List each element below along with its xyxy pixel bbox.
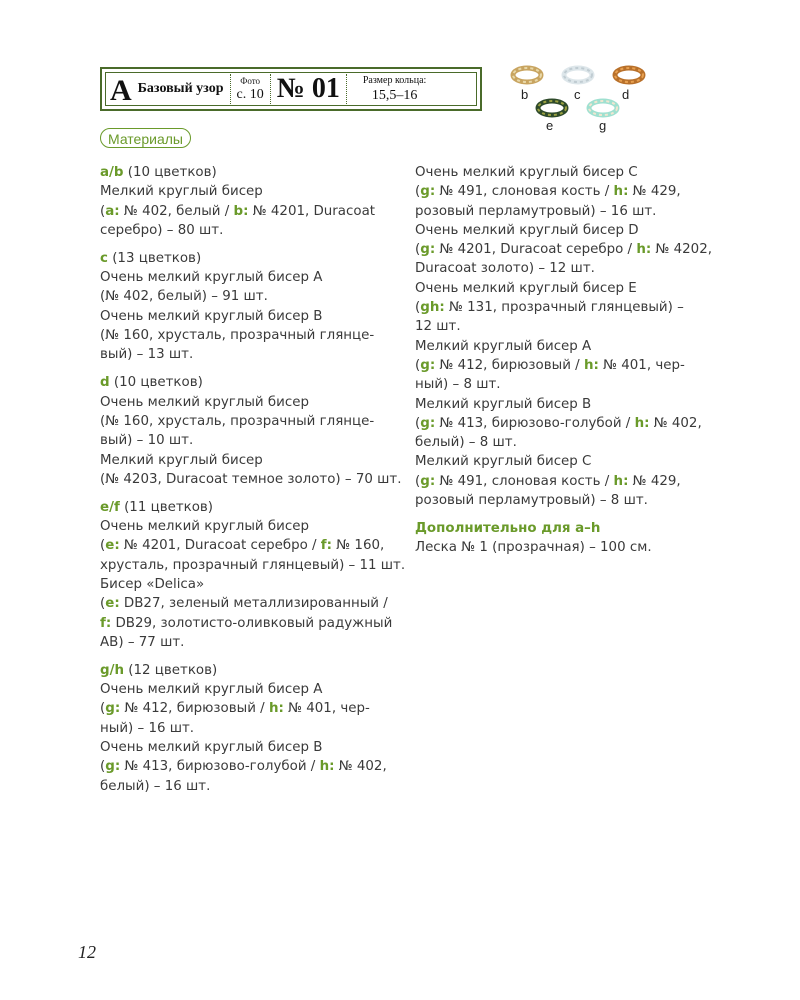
material-line: Мелкий круглый бисер C — [415, 454, 592, 470]
material-line: Очень мелкий круглый бисер D — [415, 222, 639, 238]
header-divider — [230, 74, 231, 104]
material-line: AB) – 77 шт. — [100, 634, 185, 650]
ring-photo-c — [561, 64, 595, 86]
material-group-ab — [100, 163, 400, 240]
material-line: Очень мелкий круглый бисер A — [100, 682, 323, 698]
material-line: (g: № 491, слоновая кость / h: № 429, — [415, 473, 681, 489]
material-line: ный) – 8 шт. — [415, 377, 501, 393]
material-line: Очень мелкий круглый бисер — [100, 519, 309, 535]
material-line: (№ 160, хрусталь, прозрачный глянце- — [100, 413, 375, 429]
material-line: ный) – 16 шт. — [100, 720, 195, 736]
material-group-ef — [100, 498, 406, 652]
pattern-header — [100, 67, 482, 111]
material-group-gh — [100, 661, 400, 796]
material-line: Очень мелкий круглый бисер E — [415, 280, 637, 296]
material-line: белый) – 8 шт. — [415, 435, 517, 451]
material-line: (gh: № 131, прозрачный глянцевый) – — [415, 300, 684, 316]
header-divider — [270, 74, 271, 104]
material-line: Очень мелкий круглый бисер B — [100, 308, 323, 324]
material-group-extra — [415, 519, 715, 558]
ring-photo-e — [535, 97, 569, 119]
materials-right-column — [415, 163, 715, 566]
variant-label-g: g — [599, 118, 607, 133]
material-line: вый) – 10 шт. — [100, 433, 194, 449]
material-line: (g: № 412, бирюзовый / h: № 401, чер- — [415, 357, 685, 373]
pattern-letter: A — [110, 74, 132, 107]
material-line: вый) – 13 шт. — [100, 347, 194, 363]
material-line: (e: DB27, зеленый металлизированный / — [100, 596, 388, 612]
ring-size-label: Размер кольца: — [362, 74, 427, 86]
material-line: белый) – 16 шт. — [100, 778, 211, 794]
group-title-ef: e/f (11 цветков) — [100, 499, 214, 515]
material-line: f: DB29, золотисто-оливковый радужный — [100, 615, 393, 631]
material-line: розовый перламутровый) – 8 шт. — [415, 493, 648, 509]
material-group-c — [100, 249, 400, 365]
material-line: Очень мелкий круглый бисер B — [100, 740, 323, 756]
extra-materials-title: Дополнительно для a–h — [415, 521, 601, 537]
group-title-c: c (13 цветков) — [100, 250, 202, 266]
material-line: Duracoat золото) – 12 шт. — [415, 261, 595, 277]
material-line: (g: № 491, слоновая кость / h: № 429, — [415, 184, 681, 200]
variant-label-d: d — [622, 87, 630, 102]
photo-reference — [237, 77, 264, 102]
ring-size-value: 15,5–16 — [371, 87, 418, 103]
ring-photo-g — [586, 97, 620, 119]
material-line: Мелкий круглый бисер — [100, 452, 263, 468]
material-line: розовый перламутровый) – 16 шт. — [415, 203, 657, 219]
materials-left-column — [100, 163, 406, 805]
group-title-ab: a/b (10 цветков) — [100, 165, 217, 180]
material-line: (g: № 4201, Duracoat серебро / h: № 4202, — [415, 242, 712, 258]
pattern-name: Базовый узор — [137, 81, 224, 96]
ring-size — [363, 76, 426, 103]
pattern-header-inner — [105, 72, 477, 106]
header-divider — [346, 74, 347, 104]
variant-label-b: b — [521, 87, 529, 102]
variant-label-e: e — [546, 118, 554, 133]
group-title-d: d (10 цветков) — [100, 375, 203, 391]
material-line: (№ 4203, Duracoat темное золото) – 70 шт. — [100, 471, 402, 487]
material-line: (e: № 4201, Duracoat серебро / f: № 160, — [100, 538, 385, 554]
material-line: Мелкий круглый бисер A — [415, 338, 592, 354]
material-line: Леска № 1 (прозрачная) – 100 см. — [415, 540, 652, 556]
pattern-number: № 01 — [276, 73, 340, 104]
material-group-d — [100, 373, 400, 489]
material-line: Мелкий круглый бисер — [100, 184, 263, 200]
material-line: Мелкий круглый бисер B — [415, 396, 592, 412]
ring-photo-d — [612, 64, 646, 86]
material-group-gh-continued — [415, 163, 715, 510]
material-line: Очень мелкий круглый бисер A — [100, 270, 323, 286]
page-number: 12 — [78, 942, 96, 962]
photo-page: с. 10 — [236, 86, 264, 102]
photo-label: Фото — [240, 75, 261, 86]
material-line: (№ 160, хрусталь, прозрачный глянце- — [100, 328, 375, 344]
variant-label-c: c — [574, 87, 581, 102]
ring-photo-b — [510, 64, 544, 86]
materials-heading: Материалы — [100, 128, 191, 148]
material-line: Бисер «Delica» — [100, 577, 205, 592]
material-line: (g: № 412, бирюзовый / h: № 401, чер- — [100, 701, 370, 717]
material-line: 12 шт. — [415, 319, 461, 335]
material-line: Очень мелкий круглый бисер — [100, 394, 309, 410]
material-line: Очень мелкий круглый бисер C — [415, 165, 638, 180]
material-line: (g: № 413, бирюзово-голубой / h: № 402, — [100, 759, 387, 775]
material-line: (a: № 402, белый / b: № 4201, Duracoat — [100, 203, 376, 219]
material-line: серебро) – 80 шт. — [100, 222, 224, 238]
group-title-gh: g/h (12 цветков) — [100, 662, 218, 678]
material-line: хрусталь, прозрачный глянцевый) – 11 шт. — [100, 557, 406, 573]
material-line: (g: № 413, бирюзово-голубой / h: № 402, — [415, 415, 702, 431]
material-line: (№ 402, белый) – 91 шт. — [100, 289, 268, 305]
